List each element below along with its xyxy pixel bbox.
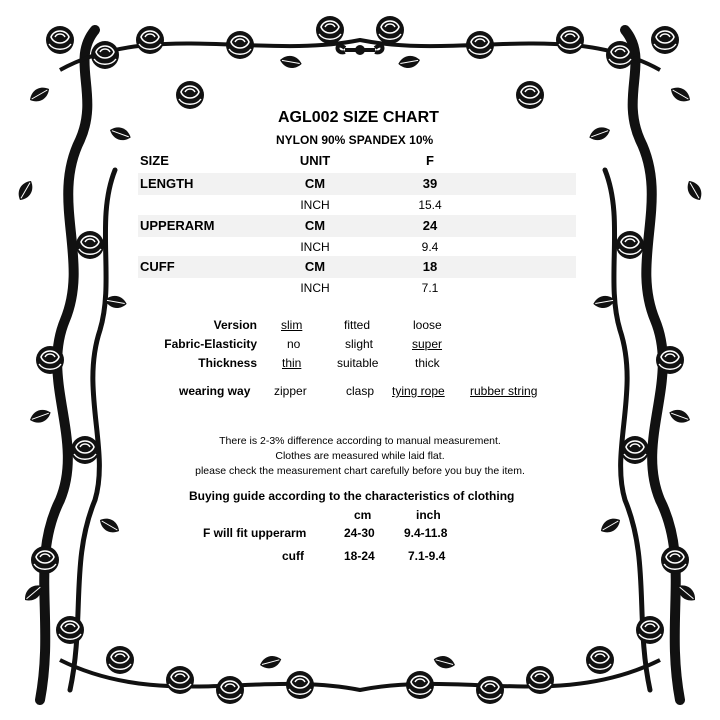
elasticity-option-slight: slight — [345, 337, 374, 351]
elasticity-option-super: super — [412, 337, 443, 351]
guide-title: Buying guide according to the characteristics of clothing — [189, 489, 515, 503]
elasticity-option-no: no — [287, 337, 301, 351]
length-value-cm: 39 — [422, 176, 438, 191]
guide-row-cuff-label: cuff — [282, 549, 304, 563]
note-difference: There is 2-3% difference according to manual measurement. — [219, 435, 501, 447]
row-label-upperarm: UPPERARM — [140, 218, 215, 233]
upperarm-unit-inch: INCH — [300, 240, 330, 254]
attr-label-elasticity: Fabric-Elasticity — [164, 337, 257, 351]
guide-col-inch: inch — [416, 508, 441, 522]
guide-col-cm: cm — [354, 508, 372, 522]
cuff-unit-cm: CM — [304, 259, 326, 274]
note-check-chart: please check the measurement chart carefully before you buy the item. — [195, 465, 525, 477]
cuff-unit-inch: INCH — [300, 281, 330, 295]
row-band-cuff — [138, 256, 576, 278]
header-f: F — [426, 153, 434, 168]
note-laid-flat: Clothes are measured while laid flat. — [275, 450, 445, 462]
attr-label-version: Version — [213, 318, 257, 332]
header-size: SIZE — [140, 153, 169, 168]
guide-row-upperarm-cm: 24-30 — [344, 526, 375, 540]
wearing-option-rubber-string: rubber string — [470, 384, 538, 398]
upperarm-value-cm: 24 — [422, 218, 438, 233]
wearing-option-tying-rope: tying rope — [392, 384, 445, 398]
page-title: AGL002 SIZE CHART — [278, 109, 439, 126]
thickness-option-thin: thin — [282, 356, 302, 370]
attr-label-wearing-way: wearing way — [179, 384, 251, 398]
guide-row-upperarm-inch: 9.4-11.8 — [404, 526, 448, 540]
header-unit: UNIT — [299, 153, 331, 168]
upperarm-value-inch: 9.4 — [421, 240, 439, 254]
guide-row-cuff-inch: 7.1-9.4 — [408, 549, 446, 563]
guide-row-upperarm-label: F will fit upperarm — [203, 526, 307, 540]
version-option-slim: slim — [281, 318, 303, 332]
row-label-cuff: CUFF — [140, 259, 175, 274]
wearing-option-zipper: zipper — [274, 384, 307, 398]
length-unit-inch: INCH — [300, 198, 330, 212]
wearing-option-clasp: clasp — [346, 384, 375, 398]
cuff-value-inch: 7.1 — [421, 281, 439, 295]
cuff-value-cm: 18 — [422, 259, 438, 274]
length-value-inch: 15.4 — [418, 198, 442, 212]
guide-row-cuff-cm: 18-24 — [344, 549, 375, 563]
length-unit-cm: CM — [304, 176, 326, 191]
row-label-length: LENGTH — [140, 176, 194, 191]
version-option-loose: loose — [413, 318, 442, 332]
row-band-length — [138, 173, 576, 195]
material-composition: NYLON 90% SPANDEX 10% — [276, 133, 434, 147]
version-option-fitted: fitted — [344, 318, 371, 332]
upperarm-unit-cm: CM — [304, 218, 326, 233]
thickness-option-thick: thick — [415, 356, 440, 370]
thickness-option-suitable: suitable — [337, 356, 379, 370]
attr-label-thickness: Thickness — [198, 356, 257, 370]
